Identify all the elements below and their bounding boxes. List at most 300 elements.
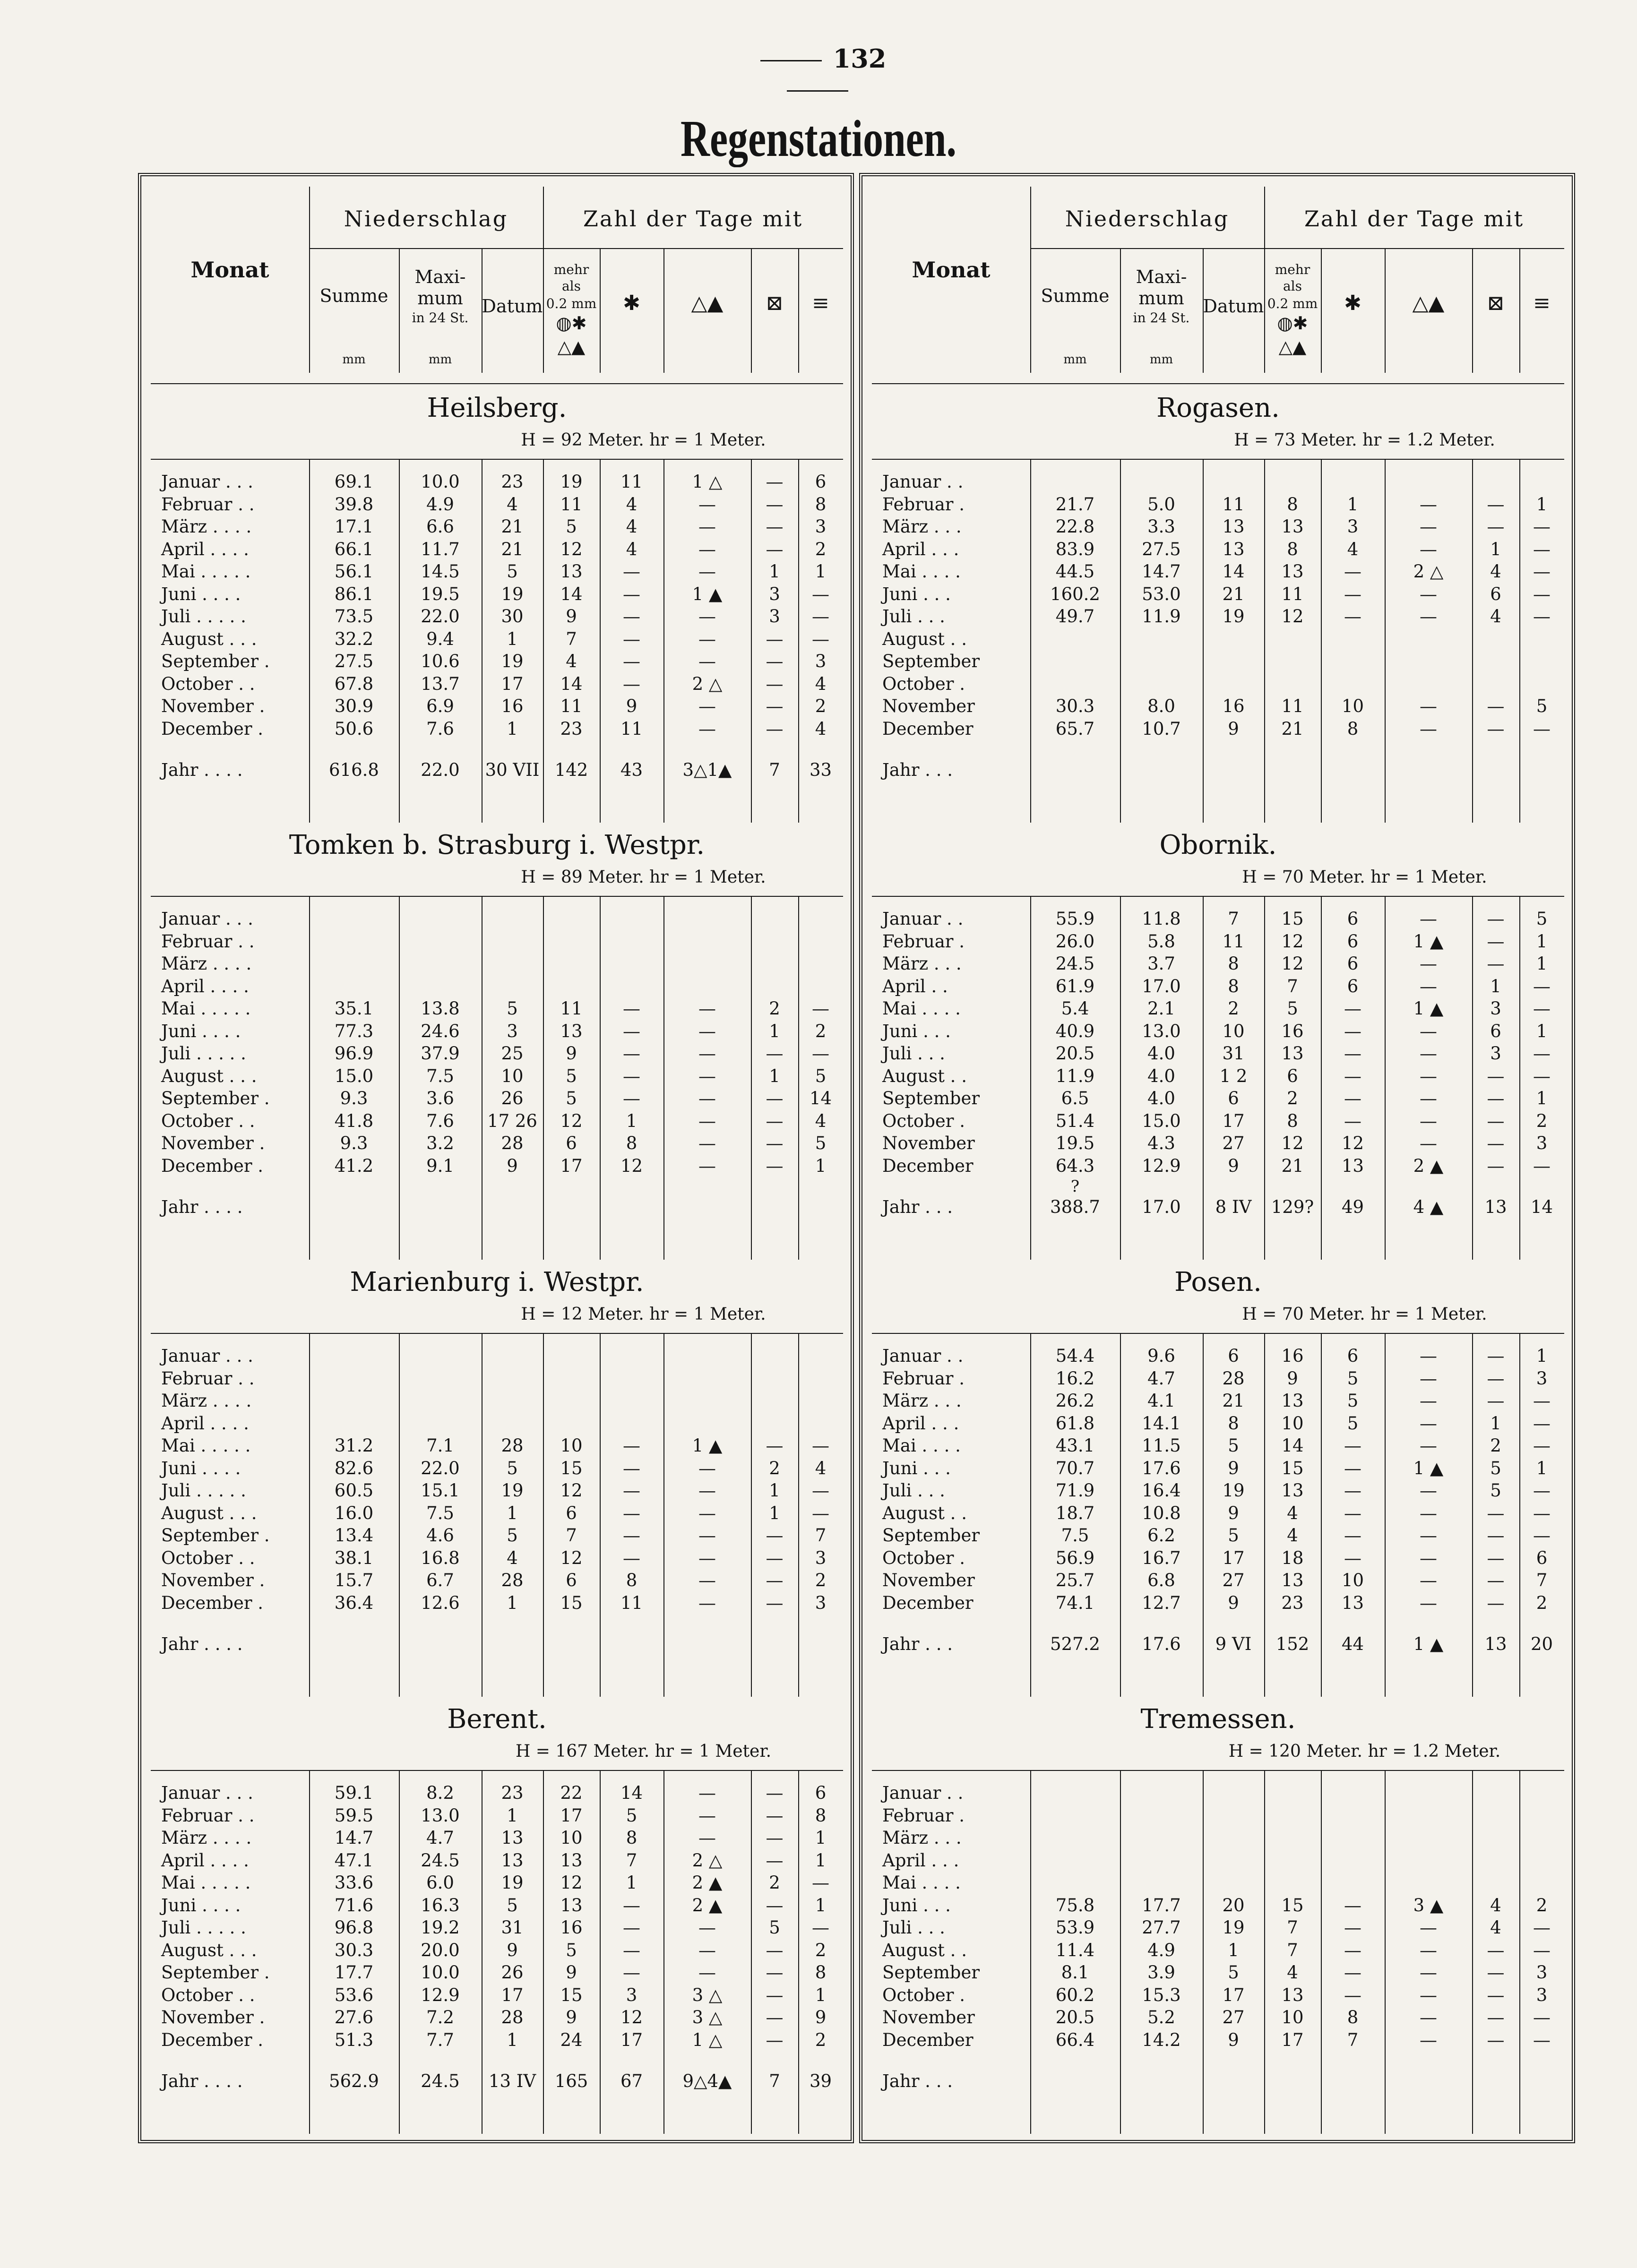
cell: 1	[1536, 1088, 1548, 1108]
cell: 53.6	[334, 1984, 374, 2005]
cell: —	[698, 1828, 716, 1848]
cell: 24.5	[421, 1850, 460, 1871]
cell	[600, 1633, 663, 1656]
table-row	[872, 1782, 1564, 1804]
cell	[1203, 1849, 1264, 1872]
cell	[1519, 1872, 1564, 1894]
cell	[1030, 1872, 1120, 1894]
cell: —	[1487, 1133, 1505, 1153]
cell: 1	[507, 1503, 518, 1523]
cell: 19	[560, 472, 583, 492]
table-row	[151, 1849, 843, 1872]
cell	[1030, 2070, 1120, 2093]
cell: 1	[507, 1805, 518, 1826]
cell: 1 ▲	[1413, 998, 1444, 1019]
cell: 17.0	[1142, 976, 1181, 997]
cell: 14	[1222, 561, 1245, 582]
cell: 9	[1228, 1503, 1239, 1523]
cell: 56.9	[1055, 1547, 1095, 1568]
table-row	[151, 1804, 843, 1827]
cell: 27.5	[1142, 539, 1181, 559]
cell	[309, 975, 399, 998]
cell: 13	[1341, 1155, 1364, 1176]
cell: 13	[1281, 1391, 1304, 1411]
cell	[1321, 1782, 1385, 1804]
station-name: Tomken b. Strasburg i. Westpr.	[289, 830, 705, 860]
fog-icon: ≡	[1533, 291, 1551, 315]
station-section	[872, 383, 1564, 823]
cell	[1321, 759, 1385, 782]
table-row-total	[872, 759, 1564, 782]
cell	[600, 975, 663, 998]
cell: 2 ▲	[692, 1873, 723, 1893]
section-divider	[151, 1333, 843, 1334]
cell: —	[1487, 1940, 1505, 1960]
month-label: September	[882, 651, 980, 671]
table-row	[872, 605, 1564, 628]
cell: 8.1	[1061, 1962, 1089, 1983]
cell: 5	[566, 1065, 577, 1086]
cell: 4.3	[1147, 1133, 1175, 1153]
cell: —	[766, 1940, 784, 1960]
cell	[543, 953, 600, 975]
cell: 10	[560, 1828, 583, 1848]
cell	[1264, 759, 1321, 782]
cell: 13	[1281, 516, 1304, 537]
cell: 12	[1341, 1133, 1364, 1153]
cell: 66.4	[1055, 2029, 1095, 2050]
cell: —	[766, 1525, 784, 1546]
cell	[1030, 1849, 1120, 1872]
month-label: August . .	[882, 1503, 967, 1523]
cell: 4	[626, 494, 638, 515]
cell: 11	[560, 998, 583, 1019]
cell: 9	[566, 1043, 577, 1064]
month-label: November	[882, 1133, 975, 1153]
cell: —	[698, 1458, 716, 1478]
cell: 1	[769, 1021, 780, 1041]
hail-icon: △▲	[557, 336, 586, 357]
year-label: Jahr . . . .	[161, 760, 243, 780]
cell: 19.2	[421, 1917, 460, 1938]
table-row	[872, 1087, 1564, 1110]
cell	[600, 1390, 663, 1412]
station-section	[151, 820, 843, 1260]
cell: 17.6	[1142, 1458, 1181, 1478]
cell: 11.4	[1055, 1940, 1095, 1960]
cell: 1	[1536, 954, 1548, 974]
table-row	[872, 695, 1564, 718]
cell: 5	[1536, 909, 1548, 929]
table-row	[151, 1524, 843, 1547]
cell: 19	[1222, 1480, 1245, 1501]
cell	[1385, 1827, 1472, 1849]
cell: 18	[1281, 1547, 1304, 1568]
cell: 13	[1222, 539, 1245, 559]
cell: 4	[1490, 1917, 1501, 1938]
cell: 15.3	[1142, 1984, 1181, 2005]
table-row	[151, 1782, 843, 1804]
cell	[309, 1412, 399, 1435]
station-name: Posen.	[1174, 1267, 1262, 1297]
cell: 7	[769, 2071, 780, 2091]
month-label: Juni . . .	[882, 1895, 951, 1916]
cell: —	[1420, 539, 1437, 559]
table-row	[151, 1592, 843, 1615]
cell: 21	[1281, 1155, 1304, 1176]
cell: 13	[560, 1021, 583, 1041]
summe-unit: mm	[1063, 352, 1087, 367]
month-label: December	[882, 1155, 974, 1176]
cell	[482, 1412, 543, 1435]
cell	[798, 1367, 843, 1390]
cell: —	[623, 606, 640, 627]
cell: 9.6	[1147, 1346, 1175, 1366]
cell: 5	[1347, 1391, 1359, 1411]
cell: 3	[507, 1021, 518, 1041]
cell: —	[698, 1805, 716, 1826]
cell: 82.6	[334, 1458, 374, 1478]
month-label: December	[882, 1592, 974, 1613]
cell: 2 △	[692, 673, 723, 694]
cell: —	[623, 1503, 640, 1523]
cell	[1030, 471, 1120, 493]
maximum-header: mum	[1138, 288, 1184, 309]
cell: —	[623, 673, 640, 694]
cell: —	[1420, 1110, 1437, 1131]
cell: 4	[626, 516, 638, 537]
cell: 9	[566, 2007, 577, 2027]
cell: 1 △	[692, 2029, 723, 2050]
cell: 55.9	[1055, 909, 1095, 929]
cell: —	[766, 2029, 784, 2050]
cell: —	[623, 1458, 640, 1478]
cell	[399, 1367, 482, 1390]
cell: 7.7	[426, 2029, 454, 2050]
cell: —	[1420, 954, 1437, 974]
cell: 3	[1490, 998, 1501, 1019]
cell: 9.3	[340, 1088, 368, 1108]
month-label: Juni . . . .	[161, 1021, 241, 1041]
cell	[1321, 471, 1385, 493]
cell: 2.1	[1147, 998, 1175, 1019]
maximum-unit: mm	[428, 352, 452, 367]
cell: —	[1344, 561, 1361, 582]
month-label: August . .	[882, 1065, 967, 1086]
cell: 3	[815, 1547, 827, 1568]
cell: 21	[1222, 584, 1245, 604]
cell	[399, 1390, 482, 1412]
cell: 2	[1287, 1088, 1298, 1108]
cell: 3.3	[1147, 516, 1175, 537]
cell: —	[1533, 1413, 1551, 1434]
cell: 1	[1536, 931, 1548, 952]
month-label: October . .	[161, 1547, 255, 1568]
cell: —	[1533, 1043, 1551, 1064]
cell: —	[1420, 2029, 1437, 2050]
cell: 26	[501, 1088, 524, 1108]
cell	[1321, 650, 1385, 673]
cell: 3 △	[692, 1984, 723, 2005]
cell: 5	[566, 1940, 577, 1960]
cell: 13	[1222, 516, 1245, 537]
cell: 21	[1281, 718, 1304, 739]
cell: 6.7	[426, 1570, 454, 1590]
cell: —	[1420, 976, 1437, 997]
cell: 10	[1281, 1413, 1304, 1434]
cell: —	[766, 1133, 784, 1153]
cell: 8	[626, 1828, 638, 1848]
cell: —	[698, 539, 716, 559]
cell: 6	[566, 1570, 577, 1590]
cell: 19.5	[421, 584, 460, 604]
cell: —	[698, 1917, 716, 1938]
cell: 15	[1281, 909, 1304, 929]
cell: —	[1533, 1435, 1551, 1456]
cell: —	[1420, 1962, 1437, 1983]
cell: 28	[501, 1570, 524, 1590]
cell: 5	[1347, 1368, 1359, 1389]
cell: 39	[809, 2071, 832, 2091]
cell: —	[1533, 1391, 1551, 1411]
cell: 16	[501, 696, 524, 716]
cell: 11.7	[421, 539, 460, 559]
month-label: Mai . . . .	[882, 561, 961, 582]
cell: —	[1420, 1592, 1437, 1613]
cell	[1385, 1804, 1472, 1827]
cell: 16.8	[421, 1547, 460, 1568]
cell: 71.6	[334, 1895, 374, 1916]
cell: 14	[1530, 1197, 1553, 1217]
cell: 4	[1347, 539, 1359, 559]
cell: 7.6	[426, 718, 454, 739]
cell	[798, 953, 843, 975]
maximum-header: Maxi-	[1136, 266, 1187, 287]
cell: —	[1420, 1391, 1437, 1411]
month-label: Juni . . .	[882, 1458, 951, 1478]
cell	[1385, 471, 1472, 493]
cell: 6.6	[426, 516, 454, 537]
cell	[751, 1390, 798, 1412]
cell: —	[766, 539, 784, 559]
cell: 14	[560, 584, 583, 604]
cell	[482, 1196, 543, 1219]
cell	[543, 930, 600, 953]
month-label: Mai . . . . .	[161, 561, 251, 582]
cell	[1519, 2070, 1564, 2093]
cell: —	[812, 998, 829, 1019]
cell: 5	[815, 1133, 827, 1153]
cell: —	[698, 1962, 716, 1983]
table-row	[872, 1479, 1564, 1502]
thunder-icon: ⊠	[766, 291, 784, 315]
cell: 20	[1530, 1634, 1553, 1654]
mehr-header: mehr	[553, 262, 589, 277]
snow-icon: ✱	[1344, 291, 1361, 315]
cell	[1519, 759, 1564, 782]
cell	[663, 1390, 751, 1412]
cell: 15	[560, 1984, 583, 2005]
cell: —	[623, 1043, 640, 1064]
month-label: Januar . .	[882, 1346, 964, 1366]
cell: 21	[1222, 1391, 1245, 1411]
cell: 21	[501, 539, 524, 559]
cell: 65.7	[1055, 718, 1095, 739]
maximum-unit: mm	[1149, 352, 1173, 367]
cell: —	[1533, 2007, 1551, 2027]
cell	[309, 1196, 399, 1219]
cell	[1203, 673, 1264, 696]
cell: 23	[1281, 1592, 1304, 1613]
cell	[600, 1345, 663, 1367]
cell	[663, 908, 751, 930]
cell: —	[623, 628, 640, 649]
cell: 17	[1222, 1984, 1245, 2005]
cell	[663, 1633, 751, 1656]
cell	[482, 1390, 543, 1412]
cell: 13	[1281, 1984, 1304, 2005]
cell: —	[1487, 494, 1505, 515]
cell: —	[1487, 1962, 1505, 1983]
month-label: Juni . . . .	[161, 1895, 241, 1916]
right-table	[859, 173, 1575, 2143]
cell: —	[1420, 1065, 1437, 1086]
rain-snow-icon: ◍✱	[556, 313, 587, 334]
cell: 9	[1228, 1458, 1239, 1478]
cell: 13	[501, 1850, 524, 1871]
cell	[1321, 1804, 1385, 1827]
cell: 562.9	[329, 2071, 379, 2091]
table-row	[872, 1155, 1564, 1177]
cell: —	[1487, 931, 1505, 952]
cell: —	[1344, 998, 1361, 1019]
table-row-total	[872, 1196, 1564, 1219]
cell: 8	[1228, 954, 1239, 974]
table-row	[872, 1984, 1564, 2007]
cell: —	[1487, 1088, 1505, 1108]
cell: 19	[1222, 606, 1245, 627]
month-label: October .	[882, 1547, 965, 1568]
table-row	[872, 1502, 1564, 1525]
cell: 8	[1287, 539, 1298, 559]
cell	[1472, 628, 1519, 651]
cell: —	[766, 472, 784, 492]
cell: 1 △	[692, 472, 723, 492]
table-row	[151, 1132, 843, 1155]
table-row	[151, 1961, 843, 1984]
cell: 3	[1536, 1368, 1548, 1389]
cell: 8	[815, 1805, 827, 1826]
cell: 16.7	[1142, 1547, 1181, 1568]
mehr-header: als	[1283, 278, 1302, 294]
cell	[309, 953, 399, 975]
month-label: Mai . . . .	[882, 1873, 961, 1893]
cell	[1264, 2070, 1321, 2093]
cell	[1519, 1849, 1564, 1872]
cell: 40.9	[1055, 1021, 1095, 1041]
cell	[399, 1412, 482, 1435]
cell: 15	[560, 1458, 583, 1478]
table-row	[872, 1592, 1564, 1615]
month-label: Juli . . .	[882, 1043, 945, 1064]
cell: 51.4	[1055, 1110, 1095, 1131]
cell: 23	[560, 718, 583, 739]
cell: 32.2	[334, 628, 374, 649]
cell: 75.8	[1055, 1895, 1095, 1916]
table-row	[872, 1894, 1564, 1917]
cell: —	[1487, 1110, 1505, 1131]
cell	[1519, 1782, 1564, 1804]
cell: 1	[815, 1984, 827, 2005]
cell: 20.5	[1055, 1043, 1095, 1064]
table-row	[872, 1961, 1564, 1984]
cell: —	[698, 1133, 716, 1153]
cell: —	[1344, 1480, 1361, 1501]
cell: —	[1533, 976, 1551, 997]
table-row	[151, 1367, 843, 1390]
table-row	[151, 1939, 843, 1962]
cell	[482, 1345, 543, 1367]
cell: 1	[815, 561, 827, 582]
table-row	[151, 997, 843, 1020]
page-number: 132	[709, 43, 926, 104]
station-name: Marienburg i. Westpr.	[350, 1267, 644, 1297]
cell: 23	[501, 1783, 524, 1803]
cell: 11.9	[1142, 606, 1181, 627]
cell: 11	[560, 494, 583, 515]
cell: 2	[1536, 1895, 1548, 1916]
month-label: December .	[161, 1155, 264, 1176]
cell: 16	[1281, 1346, 1304, 1366]
cell: 41.2	[334, 1155, 374, 1176]
cell: 10.0	[421, 1962, 460, 1983]
month-label: August . . .	[161, 1940, 257, 1960]
cell	[1519, 628, 1564, 651]
cell: —	[1344, 584, 1361, 604]
cell: 17	[560, 1805, 583, 1826]
cell: 43.1	[1055, 1435, 1095, 1456]
cell: 9	[566, 606, 577, 627]
cell	[600, 1367, 663, 1390]
cell: 2 ▲	[692, 1895, 723, 1916]
cell: 1	[1490, 539, 1501, 559]
cell: —	[1344, 1435, 1361, 1456]
cell: —	[698, 1088, 716, 1108]
cell: 2	[769, 1458, 780, 1478]
cell: 6	[1347, 976, 1359, 997]
month-label: März . . .	[882, 516, 962, 537]
station-elevation: H = 70 Meter. hr = 1 Meter.	[1242, 1305, 1487, 1324]
cell	[1030, 628, 1120, 651]
month-label: September	[882, 1525, 980, 1546]
table-row	[151, 605, 843, 628]
cell: —	[1533, 1917, 1551, 1938]
station-elevation: H = 12 Meter. hr = 1 Meter.	[521, 1305, 766, 1324]
cell	[1120, 628, 1203, 651]
year-label: Jahr . . .	[882, 1197, 953, 1217]
cell: 7	[1287, 976, 1298, 997]
cell: —	[698, 998, 716, 1019]
cell: —	[1420, 1940, 1437, 1960]
cell: 10	[1341, 1570, 1364, 1590]
cell: 2 ▲	[1413, 1155, 1444, 1176]
table-row	[151, 1155, 843, 1177]
cell: 6	[815, 472, 827, 492]
cell: —	[623, 1525, 640, 1546]
cell	[1472, 1872, 1519, 1894]
cell: 4	[1287, 1503, 1298, 1523]
mehr-header: als	[561, 278, 581, 294]
